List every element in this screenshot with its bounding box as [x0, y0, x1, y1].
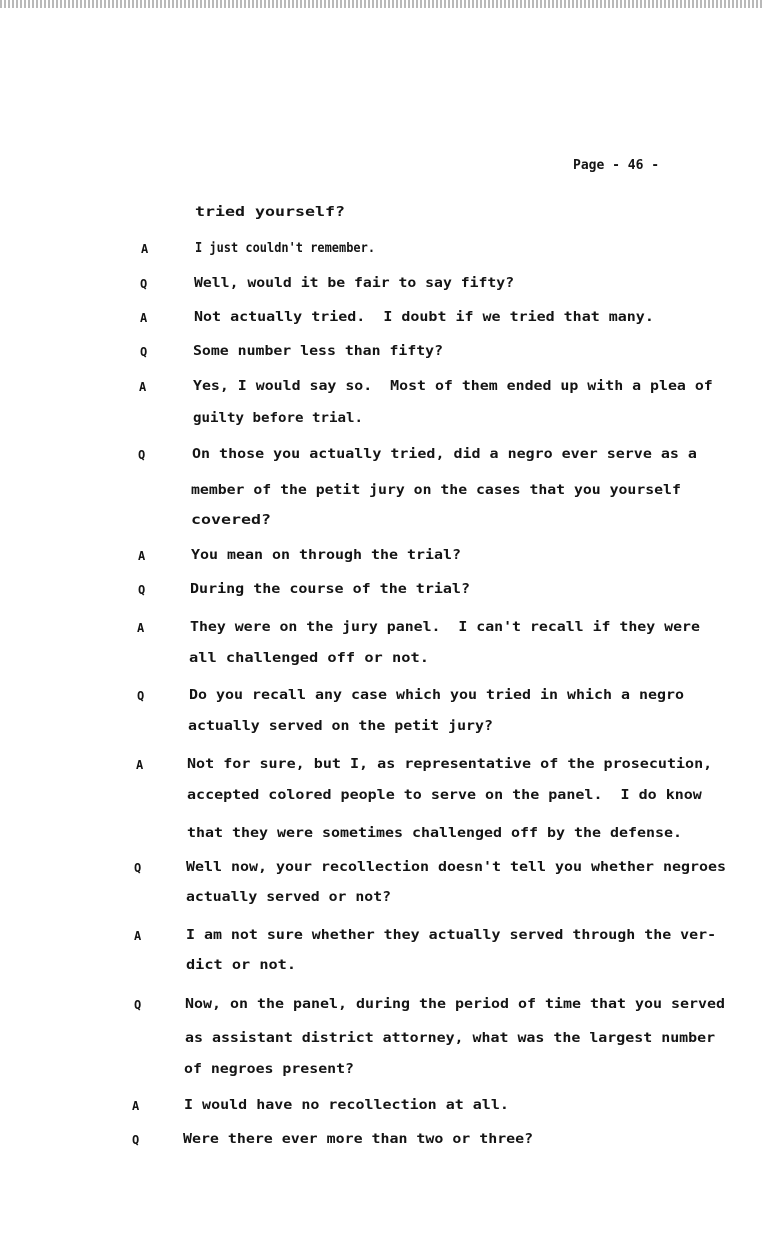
- transcript-line: On those you actually tried, did a negro ever serve as a: [192, 447, 697, 462]
- transcript-line: Now, on the panel, during the period of time that you served: [185, 997, 726, 1012]
- speaker-label: Q: [140, 345, 148, 359]
- speaker-label: A: [134, 929, 142, 943]
- transcript-line: that they were sometimes challenged off by the defense.: [187, 826, 683, 841]
- speaker-label: Q: [140, 277, 148, 291]
- speaker-label: A: [140, 311, 148, 325]
- transcript-line: actually served or not?: [186, 890, 392, 905]
- speaker-label: Q: [134, 998, 142, 1012]
- transcript-line: Not actually tried. I doubt if we tried that many.: [194, 310, 654, 325]
- transcript-line: covered?: [191, 513, 271, 528]
- speaker-label: Q: [137, 689, 145, 703]
- transcript-line: actually served on the petit jury?: [188, 719, 493, 734]
- transcript-line: During the course of the trial?: [190, 582, 471, 597]
- transcript-line: I would have no recollection at all.: [184, 1098, 509, 1113]
- transcript-line: dict or not.: [186, 958, 296, 973]
- transcript-line: all challenged off or not.: [189, 651, 429, 666]
- transcript-line: Some number less than fifty?: [193, 344, 444, 359]
- speaker-label: A: [138, 549, 146, 563]
- transcript-line: They were on the jury panel. I can't recall if they were: [190, 620, 700, 635]
- transcript-line: as assistant district attorney, what was the largest number: [185, 1031, 716, 1046]
- transcript-line: Not for sure, but I, as representative of the prosecution,: [187, 757, 713, 772]
- scan-top-edge: [0, 0, 763, 8]
- speaker-label: A: [136, 758, 144, 772]
- transcript-line: Well, would it be fair to say fifty?: [194, 276, 515, 291]
- transcript-line: Do you recall any case which you tried in which a negro: [189, 688, 685, 703]
- speaker-label: Q: [138, 448, 146, 462]
- transcript-line: Well now, your recollection doesn't tell you whether negroes: [186, 860, 727, 875]
- transcript-line: tried yourself?: [195, 205, 346, 220]
- transcript-line: member of the petit jury on the cases that you yourself: [191, 483, 681, 498]
- transcript-line: You mean on through the trial?: [191, 548, 462, 563]
- speaker-label: Q: [132, 1133, 140, 1147]
- transcript-line: I am not sure whether they actually served through the ver-: [186, 928, 717, 943]
- page-number: Page - 46 -: [573, 158, 660, 173]
- speaker-label: A: [139, 380, 147, 394]
- transcript-line: Yes, I would say so. Most of them ended up with a plea of: [193, 379, 713, 394]
- transcript-line: Were there ever more than two or three?: [183, 1132, 534, 1147]
- speaker-label: A: [141, 242, 149, 256]
- transcript-line: of negroes present?: [184, 1062, 354, 1077]
- transcript-line: guilty before trial.: [193, 411, 364, 426]
- speaker-label: Q: [134, 861, 142, 875]
- transcript-line: accepted colored people to serve on the panel. I do know: [187, 788, 702, 803]
- speaker-label: A: [132, 1099, 140, 1113]
- speaker-label: A: [137, 621, 145, 635]
- transcript-line: I just couldn't remember.: [195, 241, 376, 256]
- speaker-label: Q: [138, 583, 146, 597]
